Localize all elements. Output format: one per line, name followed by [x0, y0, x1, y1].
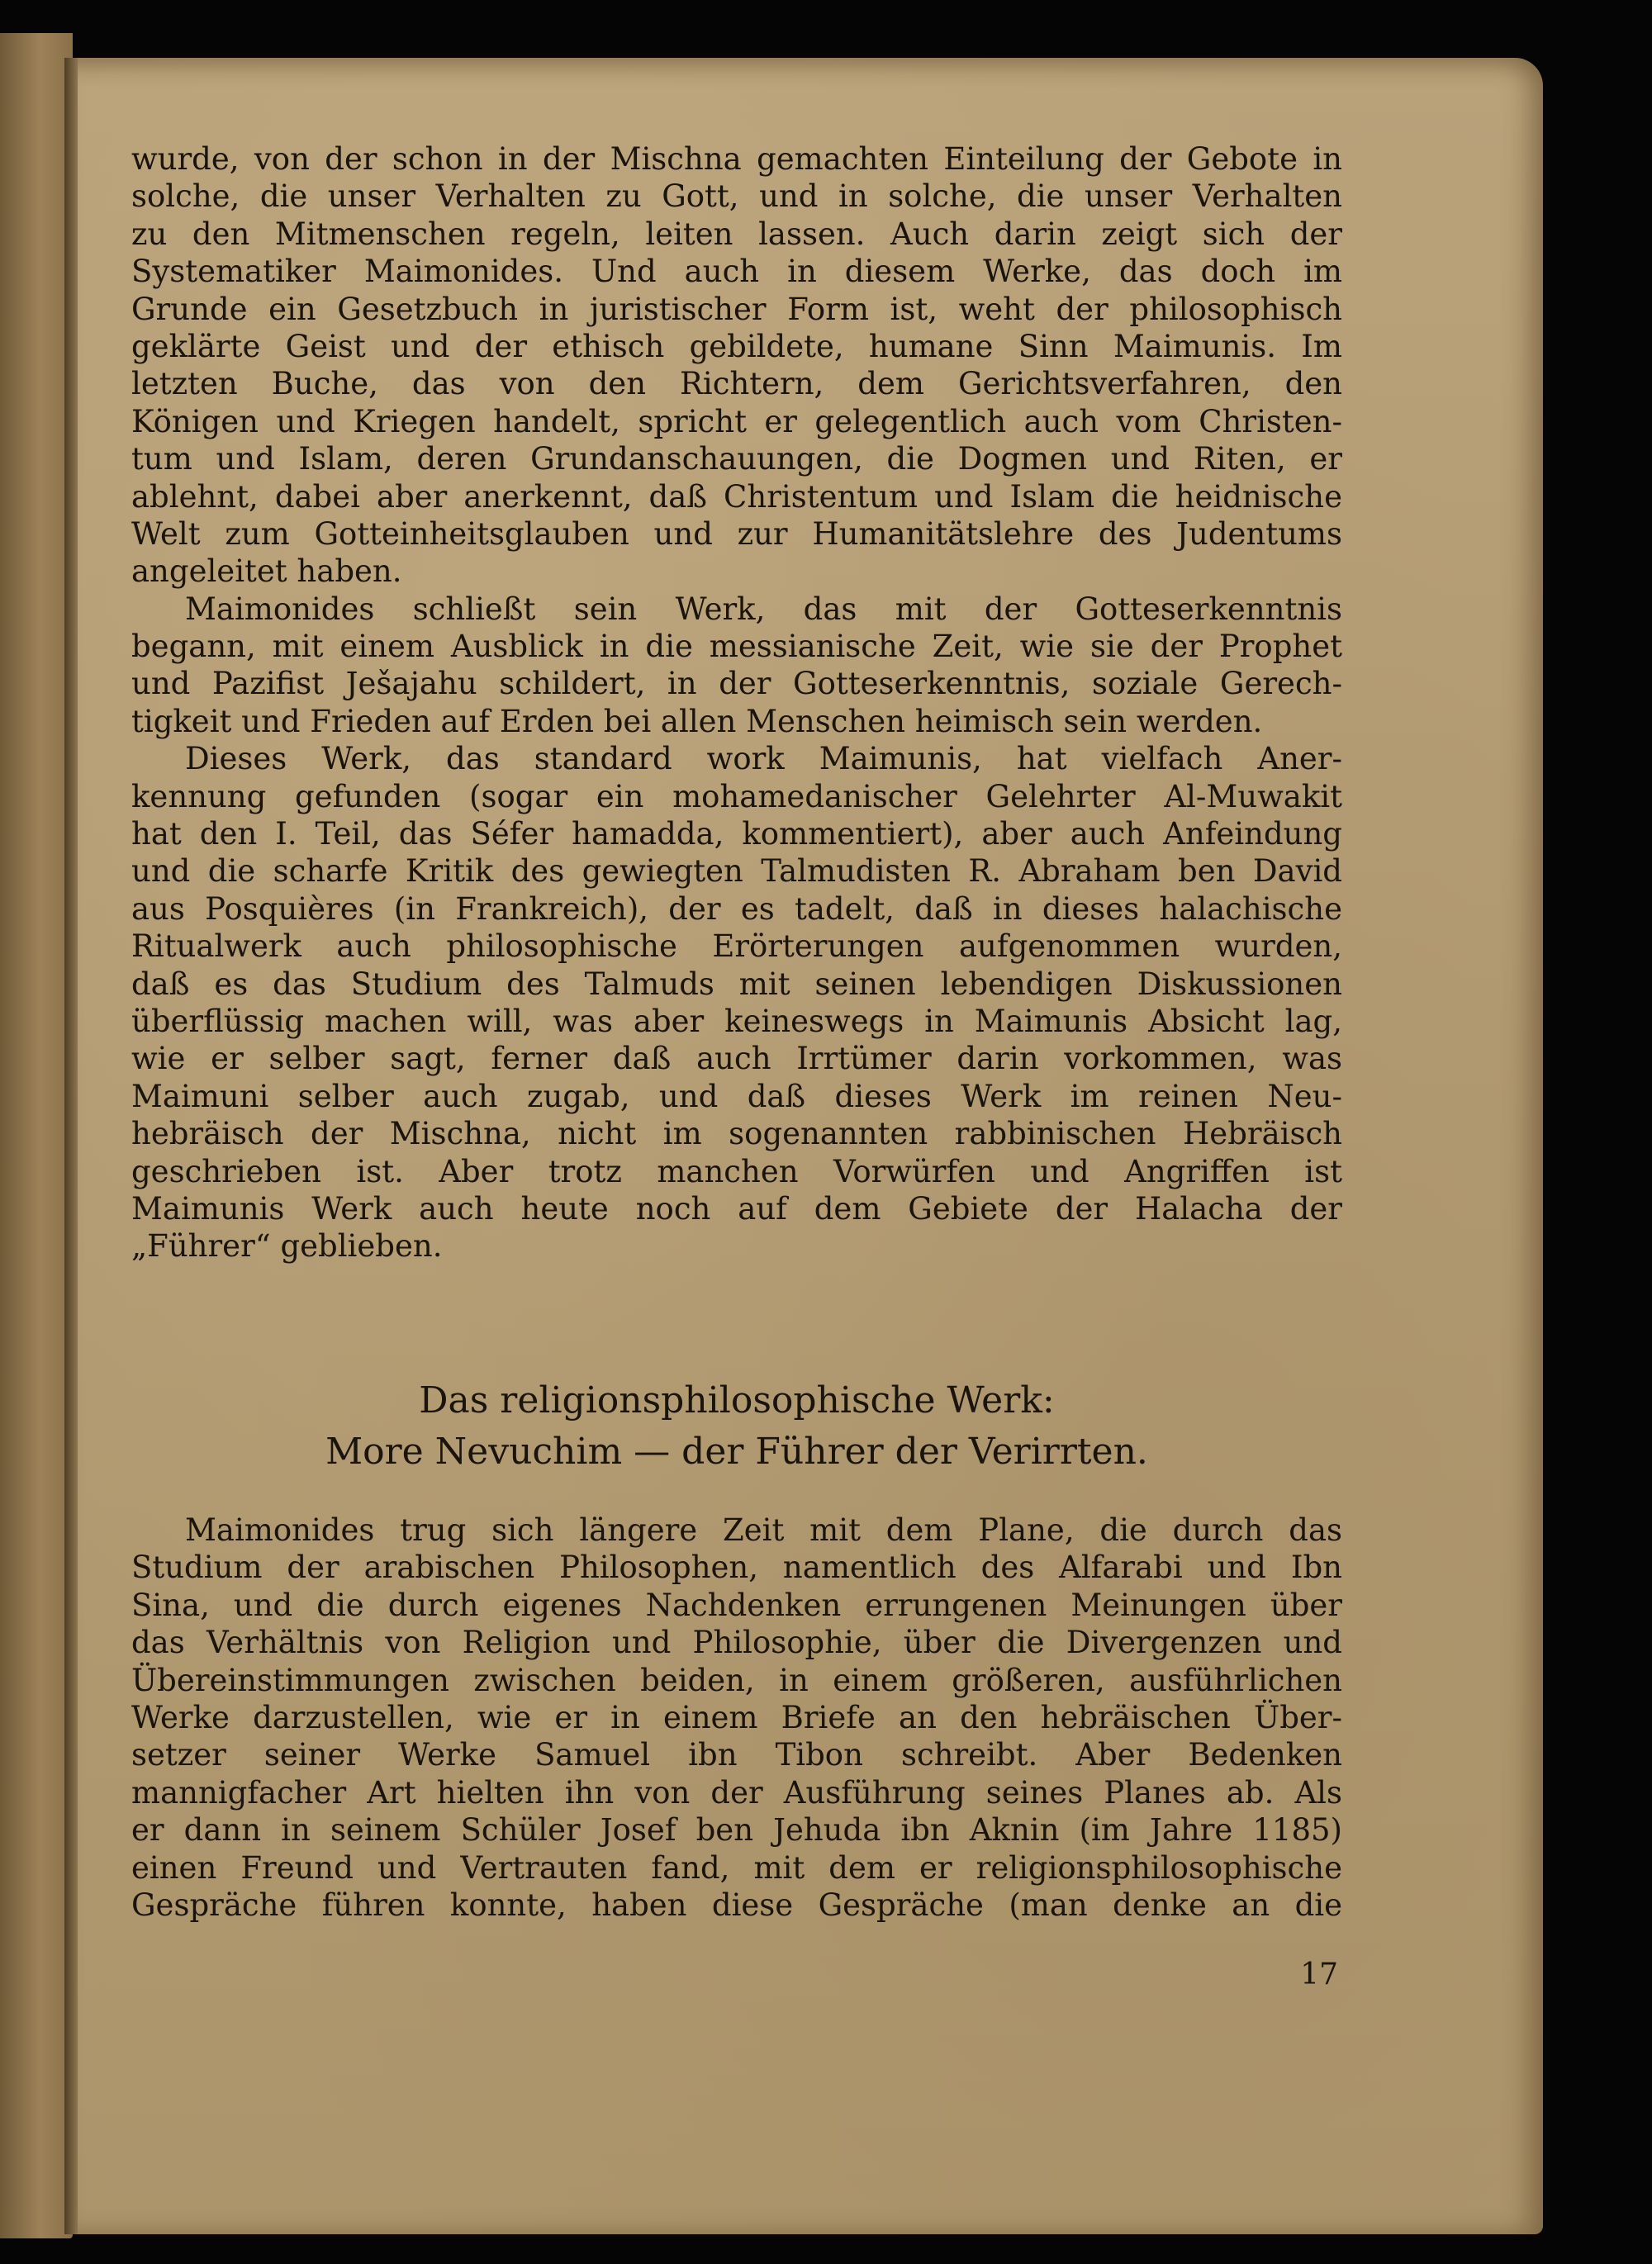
text-line: Königen und Kriegen handelt, spricht er gelegentlich auch vom Christen-	[131, 403, 1342, 439]
text-line: Dieses Werk, das standard work Maimunis, hat vielfach Aner-	[185, 741, 1342, 777]
text-line: tum und Islam, deren Grundanschauungen, die Dogmen und Riten, er	[131, 441, 1342, 477]
text-line: Systematiker Maimonides. Und auch in diesem Werke, das doch im	[131, 254, 1342, 290]
text-line: geschrieben ist. Aber trotz manchen Vorwürfen und Angriffen ist	[131, 1153, 1342, 1189]
text-line: Ritualwerk auch philosophische Erörterungen aufgenommen wurden,	[131, 928, 1342, 965]
text-line: Grunde ein Gesetzbuch in juristischer Form ist, weht der philosophisch	[131, 291, 1342, 327]
body-text-bottom	[131, 1512, 1342, 1924]
text-line: angeleitet haben.	[131, 553, 402, 590]
text-line: Maimonides trug sich längere Zeit mit dem Plane, die durch das	[185, 1512, 1342, 1548]
text-line: Sina, und die durch eigenes Nachdenken errungenen Meinungen über	[131, 1587, 1342, 1623]
text-line: aus Posquières (in Frankreich), der es tadelt, daß in dieses halachische	[131, 890, 1342, 927]
text-line: er dann in seinem Schüler Josef ben Jehuda ibn Aknin (im Jahre 1185)	[131, 1812, 1342, 1849]
text-line: Studium der arabischen Philosophen, namentlich des Alfarabi und Ibn	[131, 1550, 1342, 1586]
text-line: Übereinstimmungen zwischen beiden, in einem größeren, ausführlichen	[131, 1662, 1342, 1698]
text-line: mannigfacher Art hielten ihn von der Ausführung seines Planes ab. Als	[131, 1774, 1342, 1811]
text-line: wurde, von der schon in der Mischna gemachten Einteilung der Gebote in	[131, 141, 1342, 177]
text-line: wie er selber sagt, ferner daß auch Irrtümer darin vorkommen, was	[131, 1041, 1342, 1077]
text-line: kennung gefunden (sogar ein mohamedanischer Gelehrter Al-Muwakit	[131, 778, 1342, 814]
text-line: Gespräche führen konnte, haben diese Gespräche (man denke an die	[131, 1887, 1342, 1923]
text-line: Maimunis Werk auch heute noch auf dem Gebiete der Halacha der	[131, 1190, 1342, 1227]
section-heading-line-2: More Nevuchim — der Führer der Verirrten.	[325, 1431, 1148, 1473]
text-line: hat den I. Teil, das Séfer hamadda, kommentiert), aber auch Anfeindung	[131, 816, 1342, 852]
text-line: daß es das Studium des Talmuds mit seinen lebendigen Diskussionen	[131, 966, 1342, 1002]
section-heading-line-1: Das religionsphilosophische Werk:	[419, 1379, 1055, 1422]
text-line: tigkeit und Frieden auf Erden bei allen Menschen heimisch sein werden.	[131, 703, 1263, 739]
text-line: geklärte Geist und der ethisch gebildete, humane Sinn Maimunis. Im	[131, 328, 1342, 364]
facing-page-edge	[0, 33, 73, 2238]
page-number: 17	[1300, 1958, 1338, 1991]
text-line: letzten Buche, das von den Richtern, dem Gerichtsverfahren, den	[131, 366, 1342, 402]
text-line: zu den Mitmenschen regeln, leiten lassen. Auch darin zeigt sich der	[131, 216, 1342, 252]
text-line: setzer seiner Werke Samuel ibn Tibon schreibt. Aber Bedenken	[131, 1737, 1342, 1773]
text-line: begann, mit einem Ausblick in die messianische Zeit, wie sie der Prophet	[131, 629, 1342, 665]
text-line: und Pazifist Ješajahu schildert, in der Gotteserkenntnis, soziale Gerech-	[131, 666, 1342, 702]
text-line: überflüssig machen will, was aber keineswegs in Maimunis Absicht lag,	[131, 1003, 1342, 1039]
text-line: das Verhältnis von Religion und Philosophie, über die Divergenzen und	[131, 1625, 1342, 1661]
body-text-top	[131, 140, 1342, 1265]
page-binding	[64, 58, 78, 2234]
text-line: Werke darzustellen, wie er in einem Briefe an den hebräischen Über-	[131, 1699, 1342, 1735]
text-line: „Führer“ geblieben.	[131, 1228, 443, 1265]
text-line: ablehnt, dabei aber anerkennt, daß Christentum und Islam die heidnische	[131, 478, 1342, 515]
text-line: einen Freund und Vertrauten fand, mit dem er religionsphilosophische	[131, 1849, 1342, 1886]
text-line: Maimuni selber auch zugab, und daß dieses Werk im reinen Neu-	[131, 1078, 1342, 1114]
section-heading	[131, 1375, 1342, 1478]
text-line: und die scharfe Kritik des gewiegten Talmudisten R. Abraham ben David	[131, 853, 1342, 890]
text-line: solche, die unser Verhalten zu Gott, und in solche, die unser Verhalten	[131, 178, 1342, 215]
text-line: hebräisch der Mischna, nicht im sogenannten rabbinischen Hebräisch	[131, 1116, 1342, 1152]
text-line: Maimonides schließt sein Werk, das mit der Gotteserkenntnis	[185, 591, 1342, 627]
text-line: Welt zum Gotteinheitsglauben und zur Humanitätslehre des Judentums	[131, 515, 1342, 552]
